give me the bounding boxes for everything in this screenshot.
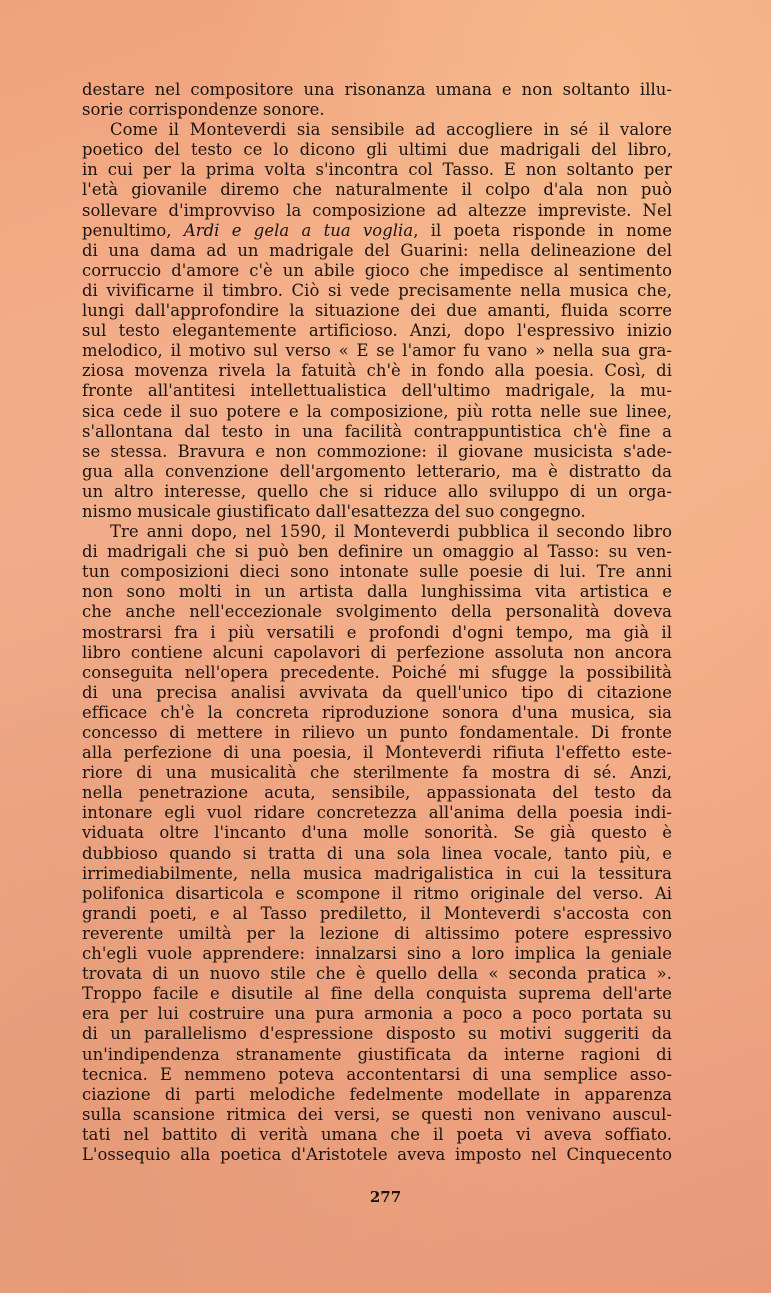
- text-line: irrimediabilmente, nella musica madrigalistica in cui la tessitura: [82, 863, 672, 883]
- text-line: reverente umiltà per la lezione di altissimo potere espressivo: [82, 923, 672, 943]
- text-line: sul testo elegantemente artificioso. Anzi, dopo l'espressivo inizio: [82, 321, 672, 341]
- text-line: di un parallelismo d'espressione disposto su motivi suggeriti da: [82, 1024, 672, 1044]
- text-line: tati nel battito di verità umana che il poeta vi aveva soffiato.: [82, 1124, 672, 1144]
- text-line: di vivificarne il timbro. Ciò si vede precisamente nella musica che,: [82, 280, 672, 300]
- text-line: grandi poeti, e al Tasso prediletto, il Monteverdi s'accosta con: [82, 903, 672, 923]
- text-line: l'età giovanile diremo che naturalmente il colpo d'ala non può: [82, 180, 672, 200]
- text-line: concesso di mettere in rilievo un punto fondamentale. Di fronte: [82, 723, 672, 742]
- text-line-with-title: penultimo, Ardi e gela a tua voglia, il poeta risponde in nome: [82, 220, 672, 240]
- text-line: destare nel compositore una risonanza umana e non soltanto illu-: [82, 80, 672, 99]
- text-line: s'allontana dal testo in una facilità contrappuntistica ch'è fine a: [82, 421, 672, 441]
- text-line: intonare egli vuol ridare concretezza all'anima della poesia indi-: [82, 803, 672, 823]
- text-line: gua alla convenzione dell'argomento letterario, ma è distratto da: [82, 461, 672, 481]
- text-line: libro contiene alcuni capolavori di perfezione assoluta non ancora: [82, 642, 672, 662]
- text-line: di madrigali che si può ben definire un omaggio al Tasso: su ven-: [82, 542, 672, 562]
- text-line: nismo musicale giustificato dall'esattezza del suo congegno.: [82, 501, 586, 521]
- text-line: mostrarsi fra i più versatili e profondi d'ogni tempo, ma già il: [82, 622, 672, 642]
- text-line: viduata oltre l'incanto d'una molle sonorità. Se già questo è: [82, 823, 672, 843]
- text-line: tecnica. E nemmeno poteva accontentarsi di una semplice asso-: [82, 1064, 672, 1084]
- text-line: ciazione di parti melodiche fedelmente modellate in apparenza: [82, 1084, 672, 1104]
- paragraph-start-line: Come il Monteverdi sia sensibile ad accogliere in sé il valore: [110, 120, 672, 140]
- text-line: corruccio d'amore c'è un abile gioco che impedisce al sentimento: [82, 260, 672, 280]
- text-line: che anche nell'eccezionale svolgimento della personalità doveva: [82, 602, 672, 622]
- text-line: sulla scansione ritmica dei versi, se questi non venivano auscul-: [82, 1104, 672, 1124]
- text-line: se stessa. Bravura e non commozione: il giovane musicista s'ade-: [82, 441, 672, 461]
- text-line: Troppo facile e disutile al fine della conquista suprema dell'arte: [82, 984, 672, 1004]
- text-line: polifonica disarticola e scompone il ritmo originale del verso. Ai: [82, 883, 672, 903]
- madrigal-title: Ardi e gela a tua voglia: [183, 220, 414, 240]
- text-line: nella penetrazione acuta, sensibile, appassionata del testo da: [82, 783, 672, 803]
- text-line: di una dama ad un madrigale del Guarini: nella delineazione del: [82, 240, 672, 260]
- text-line: poetico del testo ce lo dicono gli ultimi due madrigali del libro,: [82, 140, 672, 160]
- page-number: 277: [369, 1188, 402, 1206]
- text-line: non sono molti in un artista dalla lunghissima vita artistica e: [82, 582, 672, 602]
- text-line: riore di una musicalità che sterilmente fa mostra di sé. Anzi,: [82, 763, 672, 783]
- text-line: tun composizioni dieci sono intonate sulle poesie di lui. Tre anni: [82, 562, 672, 582]
- text-line: melodico, il motivo sul verso « E se l'amor fu vano » nella sua gra-: [82, 341, 672, 361]
- text-line: sollevare d'improvviso la composizione ad altezze impreviste. Nel: [82, 200, 672, 220]
- text-line: trovata di un nuovo stile che è quello della « seconda pratica ».: [82, 964, 672, 984]
- text-line: alla perfezione di una poesia, il Monteverdi rifiuta l'effetto este-: [82, 743, 672, 763]
- text-line: conseguita nell'opera precedente. Poiché mi sfugge la possibilità: [82, 662, 672, 682]
- text-line: efficace ch'è la concreta riproduzione sonora d'una musica, sia: [82, 702, 672, 722]
- text-line: fronte all'antitesi intellettualistica dell'ultimo madrigale, la mu-: [82, 381, 672, 401]
- text-line: ziosa movenza rivela la fatuità ch'è in fondo alla poesia. Così, di: [82, 361, 672, 381]
- paragraph-start-line: Tre anni dopo, nel 1590, il Monteverdi pubblica il secondo libro: [110, 522, 672, 542]
- text-line: era per lui costruire una pura armonia a poco a poco portata su: [82, 1004, 672, 1024]
- text-line: in cui per la prima volta s'incontra col Tasso. E non soltanto per: [82, 160, 672, 180]
- text-line: sica cede il suo potere e la composizione, più rotta nelle sue linee,: [82, 401, 672, 421]
- page-text: [82, 80, 672, 1165]
- text-line: ch'egli vuole apprendere: innalzarsi sino a loro implica la geniale: [82, 944, 672, 964]
- text-line: dubbioso quando si tratta di una sola linea vocale, tanto più, e: [82, 843, 672, 863]
- text-line: lungi dall'approfondire la situazione dei due amanti, fluida scorre: [82, 301, 672, 321]
- text-line: sorie corrispondenze sonore.: [82, 100, 325, 120]
- text-line: un'indipendenza stranamente giustificata da interne ragioni di: [82, 1044, 672, 1064]
- text-line: di una precisa analisi avvivata da quell'unico tipo di citazione: [82, 682, 672, 702]
- text-line: L'ossequio alla poetica d'Aristotele aveva imposto nel Cinquecento: [82, 1144, 672, 1164]
- text-line: un altro interesse, quello che si riduce allo sviluppo di un orga-: [82, 481, 672, 501]
